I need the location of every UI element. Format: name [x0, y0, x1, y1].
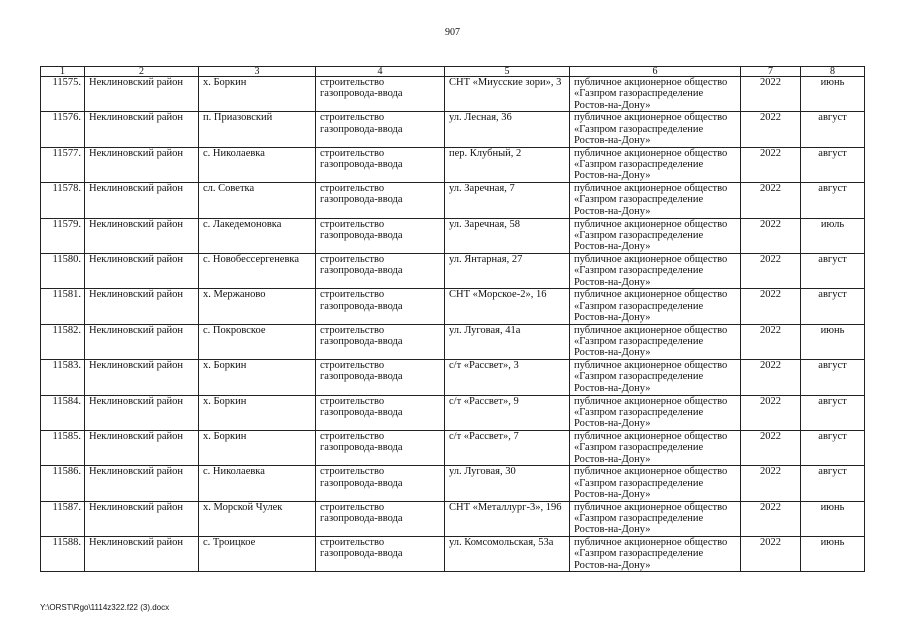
cell-year: 2022 [741, 147, 801, 182]
cell-organization: публичное акционерное общество «Газпром газораспределение Ростов-на-Дону» [570, 289, 741, 324]
cell-row-number: 11585. [41, 430, 85, 465]
cell-settlement: п. Приазовский [199, 112, 316, 147]
cell-address: с/т «Рассвет», 7 [445, 430, 570, 465]
cell-row-number: 11586. [41, 466, 85, 501]
cell-address: ул. Луговая, 30 [445, 466, 570, 501]
cell-row-number: 11575. [41, 77, 85, 112]
cell-district: Неклиновский район [85, 253, 199, 288]
table-row [41, 466, 865, 501]
cell-settlement: с. Троицкое [199, 537, 316, 572]
cell-month: август [801, 395, 865, 430]
cell-address: ул. Лесная, 36 [445, 112, 570, 147]
cell-year: 2022 [741, 324, 801, 359]
cell-month: август [801, 430, 865, 465]
cell-work-type: строительство газопровода-ввода [316, 77, 445, 112]
column-header: 5 [445, 67, 570, 77]
cell-settlement: х. Боркин [199, 77, 316, 112]
table-row [41, 253, 865, 288]
cell-organization: публичное акционерное общество «Газпром газораспределение Ростов-на-Дону» [570, 395, 741, 430]
cell-work-type: строительство газопровода-ввода [316, 324, 445, 359]
cell-address: СНТ «Металлург-3», 196 [445, 501, 570, 536]
table-row [41, 112, 865, 147]
table-row [41, 77, 865, 112]
cell-organization: публичное акционерное общество «Газпром газораспределение Ростов-на-Дону» [570, 537, 741, 572]
cell-year: 2022 [741, 183, 801, 218]
objects-table [40, 66, 865, 572]
cell-organization: публичное акционерное общество «Газпром газораспределение Ростов-на-Дону» [570, 430, 741, 465]
cell-district: Неклиновский район [85, 183, 199, 218]
cell-district: Неклиновский район [85, 324, 199, 359]
cell-year: 2022 [741, 395, 801, 430]
cell-row-number: 11588. [41, 537, 85, 572]
cell-year: 2022 [741, 77, 801, 112]
cell-organization: публичное акционерное общество «Газпром газораспределение Ростов-на-Дону» [570, 112, 741, 147]
column-header: 3 [199, 67, 316, 77]
cell-month: август [801, 112, 865, 147]
table-row [41, 395, 865, 430]
cell-year: 2022 [741, 360, 801, 395]
cell-settlement: с. Покровское [199, 324, 316, 359]
cell-district: Неклиновский район [85, 395, 199, 430]
cell-district: Неклиновский район [85, 289, 199, 324]
table-row [41, 537, 865, 572]
cell-organization: публичное акционерное общество «Газпром газораспределение Ростов-на-Дону» [570, 147, 741, 182]
cell-address: пер. Клубный, 2 [445, 147, 570, 182]
cell-year: 2022 [741, 218, 801, 253]
cell-district: Неклиновский район [85, 501, 199, 536]
column-header: 8 [801, 67, 865, 77]
cell-organization: публичное акционерное общество «Газпром газораспределение Ростов-на-Дону» [570, 466, 741, 501]
cell-work-type: строительство газопровода-ввода [316, 183, 445, 218]
cell-work-type: строительство газопровода-ввода [316, 147, 445, 182]
cell-year: 2022 [741, 466, 801, 501]
cell-year: 2022 [741, 253, 801, 288]
cell-work-type: строительство газопровода-ввода [316, 395, 445, 430]
cell-year: 2022 [741, 430, 801, 465]
cell-month: июнь [801, 501, 865, 536]
cell-district: Неклиновский район [85, 466, 199, 501]
cell-work-type: строительство газопровода-ввода [316, 253, 445, 288]
cell-row-number: 11587. [41, 501, 85, 536]
cell-row-number: 11577. [41, 147, 85, 182]
cell-month: август [801, 183, 865, 218]
cell-month: июль [801, 218, 865, 253]
cell-settlement: с. Новобессергеневка [199, 253, 316, 288]
cell-month: август [801, 360, 865, 395]
cell-organization: публичное акционерное общество «Газпром газораспределение Ростов-на-Дону» [570, 253, 741, 288]
cell-work-type: строительство газопровода-ввода [316, 360, 445, 395]
cell-work-type: строительство газопровода-ввода [316, 501, 445, 536]
cell-row-number: 11582. [41, 324, 85, 359]
cell-month: июнь [801, 324, 865, 359]
cell-settlement: с. Николаевка [199, 466, 316, 501]
cell-work-type: строительство газопровода-ввода [316, 112, 445, 147]
cell-address: ул. Заречная, 7 [445, 183, 570, 218]
cell-address: ул. Комсомольская, 53а [445, 537, 570, 572]
cell-row-number: 11578. [41, 183, 85, 218]
cell-district: Неклиновский район [85, 430, 199, 465]
cell-address: с/т «Рассвет», 3 [445, 360, 570, 395]
cell-address: СНТ «Морское-2», 16 [445, 289, 570, 324]
table-row [41, 360, 865, 395]
cell-district: Неклиновский район [85, 360, 199, 395]
cell-organization: публичное акционерное общество «Газпром газораспределение Ростов-на-Дону» [570, 324, 741, 359]
cell-settlement: сл. Советка [199, 183, 316, 218]
cell-row-number: 11579. [41, 218, 85, 253]
cell-organization: публичное акционерное общество «Газпром газораспределение Ростов-на-Дону» [570, 360, 741, 395]
cell-settlement: х. Боркин [199, 360, 316, 395]
cell-address: ул. Заречная, 58 [445, 218, 570, 253]
cell-settlement: х. Мержаново [199, 289, 316, 324]
cell-row-number: 11576. [41, 112, 85, 147]
cell-work-type: строительство газопровода-ввода [316, 430, 445, 465]
cell-settlement: с. Лакедемоновка [199, 218, 316, 253]
column-header: 1 [41, 67, 85, 77]
cell-month: август [801, 147, 865, 182]
cell-district: Неклиновский район [85, 112, 199, 147]
cell-month: август [801, 466, 865, 501]
cell-settlement: с. Николаевка [199, 147, 316, 182]
cell-year: 2022 [741, 501, 801, 536]
cell-row-number: 11584. [41, 395, 85, 430]
table-row [41, 218, 865, 253]
cell-address: СНТ «Миусские зори», 3 [445, 77, 570, 112]
header-row [41, 67, 865, 77]
cell-row-number: 11580. [41, 253, 85, 288]
cell-row-number: 11583. [41, 360, 85, 395]
cell-organization: публичное акционерное общество «Газпром газораспределение Ростов-на-Дону» [570, 183, 741, 218]
cell-year: 2022 [741, 537, 801, 572]
cell-address: ул. Луговая, 41а [445, 324, 570, 359]
page-number: 907 [445, 27, 460, 38]
cell-settlement: х. Боркин [199, 395, 316, 430]
cell-district: Неклиновский район [85, 218, 199, 253]
cell-settlement: х. Боркин [199, 430, 316, 465]
column-header: 6 [570, 67, 741, 77]
column-header: 7 [741, 67, 801, 77]
cell-district: Неклиновский район [85, 147, 199, 182]
cell-month: июнь [801, 77, 865, 112]
table-row [41, 183, 865, 218]
cell-organization: публичное акционерное общество «Газпром газораспределение Ростов-на-Дону» [570, 218, 741, 253]
table-row [41, 289, 865, 324]
file-path-footer: Y:\ORST\Rgo\1114z322.f22 (3).docx [40, 603, 170, 612]
cell-month: июнь [801, 537, 865, 572]
column-header: 2 [85, 67, 199, 77]
cell-organization: публичное акционерное общество «Газпром газораспределение Ростов-на-Дону» [570, 501, 741, 536]
cell-work-type: строительство газопровода-ввода [316, 218, 445, 253]
cell-settlement: х. Морской Чулек [199, 501, 316, 536]
cell-year: 2022 [741, 289, 801, 324]
column-header: 4 [316, 67, 445, 77]
cell-row-number: 11581. [41, 289, 85, 324]
cell-work-type: строительство газопровода-ввода [316, 537, 445, 572]
cell-month: август [801, 253, 865, 288]
cell-district: Неклиновский район [85, 537, 199, 572]
cell-work-type: строительство газопровода-ввода [316, 466, 445, 501]
cell-month: август [801, 289, 865, 324]
cell-district: Неклиновский район [85, 77, 199, 112]
cell-address: с/т «Рассвет», 9 [445, 395, 570, 430]
table-row [41, 147, 865, 182]
table-row [41, 324, 865, 359]
cell-address: ул. Янтарная, 27 [445, 253, 570, 288]
cell-work-type: строительство газопровода-ввода [316, 289, 445, 324]
cell-organization: публичное акционерное общество «Газпром газораспределение Ростов-на-Дону» [570, 77, 741, 112]
table-row [41, 430, 865, 465]
table-row [41, 501, 865, 536]
cell-year: 2022 [741, 112, 801, 147]
